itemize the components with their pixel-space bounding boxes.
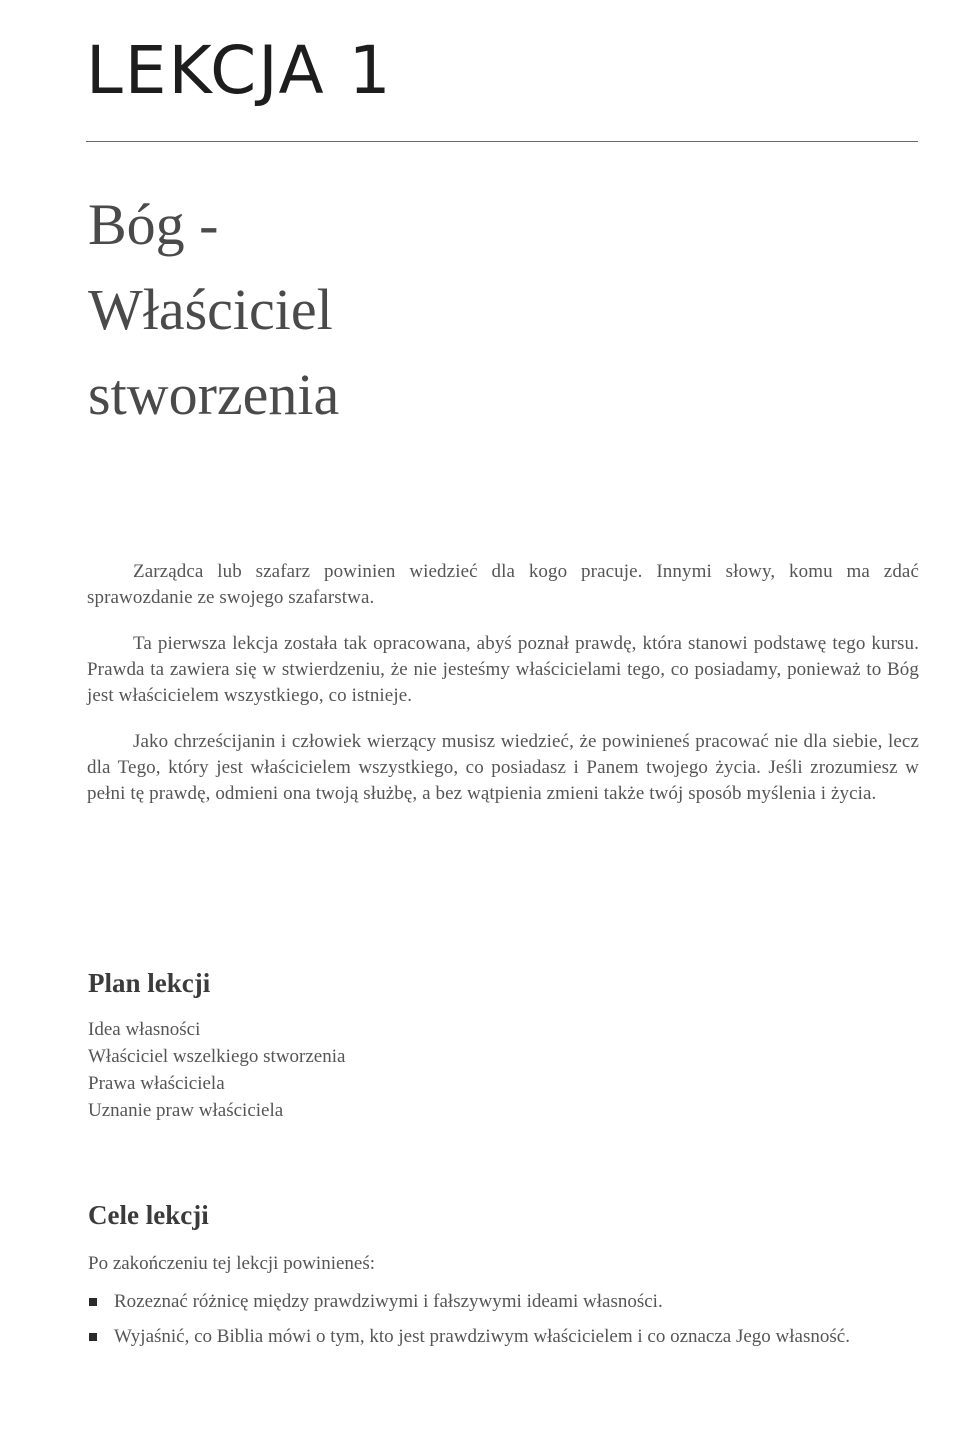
square-bullet-icon xyxy=(89,1298,97,1306)
intro-text xyxy=(87,559,919,827)
page-title xyxy=(88,182,339,437)
objective-item xyxy=(88,1324,918,1350)
objective-text: Wyjaśnić, co Biblia mówi o tym, kto jest prawdziwym właścicielem i co oznacza Jego własność. xyxy=(114,1326,850,1347)
square-bullet-icon xyxy=(89,1333,97,1341)
plan-item: Właściciel wszelkiego stworzenia xyxy=(88,1046,346,1067)
objective-text: Rozeznać różnicę między prawdziwymi i fałszywymi ideami własności. xyxy=(114,1291,663,1312)
intro-paragraph: Jako chrześcijanin i człowiek wierzący musisz wiedzieć, że powinieneś pracować nie dla siebie, lecz dla Tego, który jest właścicielem wszystkiego, co posiadasz i Panem twojego życia. Jeśli zrozumiesz w pełni tę prawdę, odmieni ona twoją służbę, a bez wątpienia zmieni także twój sposób myślenia i życia. xyxy=(87,731,919,804)
header-divider xyxy=(86,141,918,142)
objectives-list xyxy=(88,1289,918,1359)
title-line: Właściciel xyxy=(88,277,333,342)
plan-list xyxy=(88,1016,345,1124)
objective-item xyxy=(88,1289,918,1315)
title-line: Bóg - xyxy=(88,192,219,257)
intro-paragraph: Zarządca lub szafarz powinien wiedzieć dla kogo pracuje. Innymi słowy, komu ma zdać sprawozdanie ze swojego szafarstwa. xyxy=(87,561,919,608)
plan-heading: Plan lekcji xyxy=(88,968,211,998)
title-line: stworzenia xyxy=(88,362,340,427)
plan-item: Idea własności xyxy=(88,1019,201,1040)
objectives-heading: Cele lekcji xyxy=(88,1200,209,1230)
lesson-label: LEKCJA 1 xyxy=(86,32,393,109)
plan-item: Prawa właściciela xyxy=(88,1073,225,1094)
plan-item: Uznanie praw właściciela xyxy=(88,1100,284,1121)
intro-paragraph: Ta pierwsza lekcja została tak opracowana, abyś poznał prawdę, która stanowi podstawę tego kursu. Prawda ta zawiera się w stwierdzeniu, że nie jesteśmy właścicielami tego, co posiadamy, ponieważ to Bóg jest właścicielem wszystkiego, co istnieje. xyxy=(87,633,919,706)
objectives-intro: Po zakończeniu tej lekcji powinieneś: xyxy=(88,1253,376,1274)
